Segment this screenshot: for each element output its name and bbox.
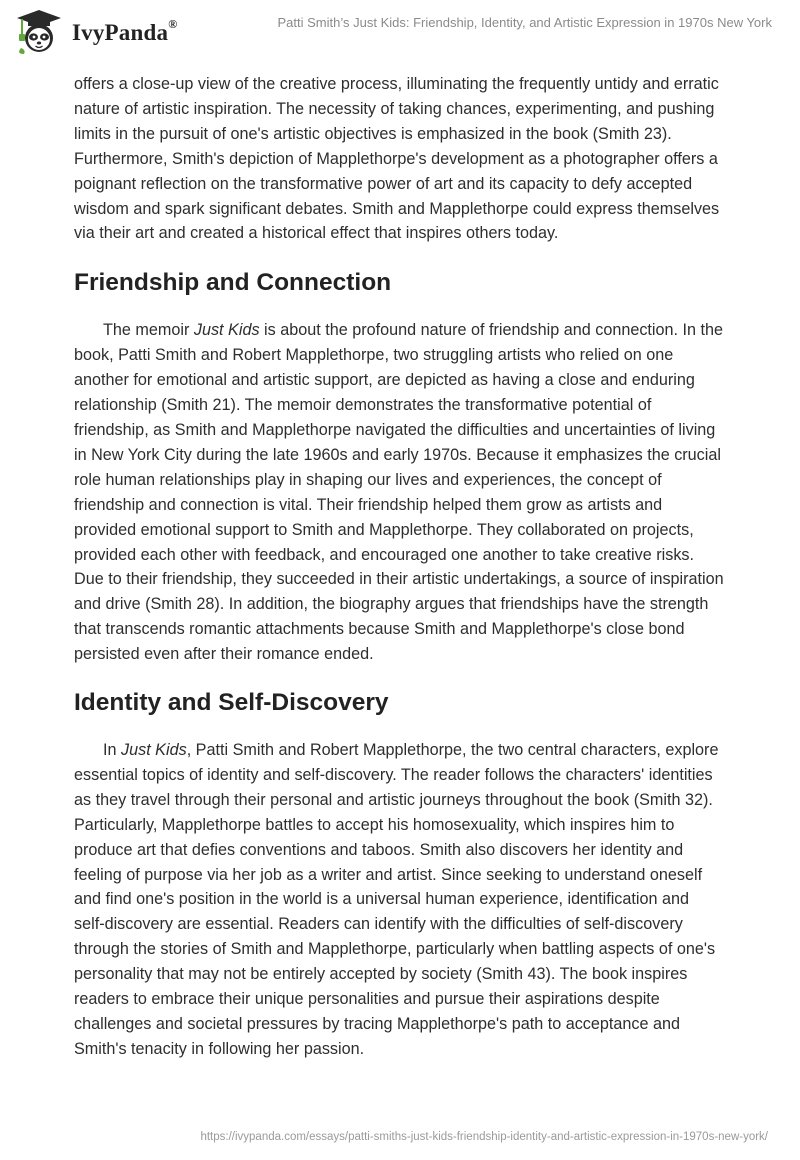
- ivypanda-logo[interactable]: [14, 8, 204, 56]
- registered-mark: ®: [168, 17, 178, 32]
- paragraph-body: , Patti Smith and Robert Mapplethorpe, the two central characters, explore essential topics of identity and self-discovery. The reader follows the characters' identities as they travel through their personal and artistic journeys throughout the book (Smith 32). Particularly, Mapplethorpe battles to accept his homosexuality, which inspires him to produce art that defies conventions and taboos. Smith also discovers her identity and feeling of purpose via her job as a writer and artist. Since seeking to understand oneself and find one's position in the world is a universal human experience, identification and self-discovery are essential. Readers can identify with the difficulties of self-discovery through the stories of Smith and Mapplethorpe, particularly when battling aspects of one's personality that may not be entirely accepted by society (Smith 43). The book inspires readers to embrace their unique personalities and pursue their aspirations despite challenges and societal pressures by tracing Mapplethorpe's path to acceptance and Smith's tenacity in following her passion.: [74, 741, 719, 1058]
- logo-wordmark: IvyPanda: [72, 20, 169, 45]
- page-header: [0, 0, 800, 60]
- book-title-italic: Just Kids: [193, 321, 260, 340]
- document-title: Patti Smith’s Just Kids: Friendship, Identity, and Artistic Expression in 1970s New York: [277, 15, 772, 30]
- essay-content: [74, 72, 724, 1062]
- book-title-italic: Just Kids: [121, 741, 187, 760]
- logo-text: [72, 17, 178, 46]
- source-url[interactable]: https://ivypanda.com/essays/patti-smiths-just-kids-friendship-identity-and-artistic-expression-in-1970s-new-york/: [200, 1131, 768, 1143]
- heading-identity: Identity and Self-Discovery: [74, 689, 389, 717]
- paragraph-identity: [74, 738, 724, 1062]
- paragraph-lead: The memoir: [103, 321, 194, 340]
- paragraph-lead: In: [103, 741, 121, 760]
- heading-friendship: Friendship and Connection: [74, 269, 392, 297]
- intro-paragraph: offers a close-up view of the creative process, illuminating the frequently untidy and erratic nature of artistic inspiration. The necessity of taking chances, experimenting, and pushing limits in the pursuit of one's artistic objectives is emphasized in the book (Smith 23). Furthermore, Smith's depiction of Mapplethorpe's development as a photographer offers a poignant reflection on the transformative power of art and its capacity to defy accepted wisdom and spark significant debates. Smith and Mapplethorpe could express themselves via their art and created a historical effect that inspires others today.: [74, 75, 720, 243]
- panda-graduate-icon: [14, 8, 64, 56]
- paragraph-friendship: [74, 318, 724, 667]
- paragraph-body: is about the profound nature of friendship and connection. In the book, Patti Smith and Robert Mapplethorpe, two struggling artists who relied on one another for emotional and artistic support, are depicted as having a close and enduring relationship (Smith 21). The memoir demonstrates the transformative potential of friendship, as Smith and Mapplethorpe navigated the difficulties and uncertainties of living in New York City during the late 1960s and early 1970s. Because it emphasizes the crucial role human relationships play in shaping our lives and experiences, the concept of friendship and connection is vital. Their friendship helped them grow as artists and provided emotional support to Smith and Mapplethorpe. They collaborated on projects, provided each other with feedback, and encouraged one another to take creative risks. Due to their friendship, they succeeded in their artistic undertakings, a source of inspiration and drive (Smith 28). In addition, the biography argues that friendships have the strength that transcends romantic attachments because Smith and Mapplethorpe's close bond persisted even after their romance ended.: [74, 321, 724, 664]
